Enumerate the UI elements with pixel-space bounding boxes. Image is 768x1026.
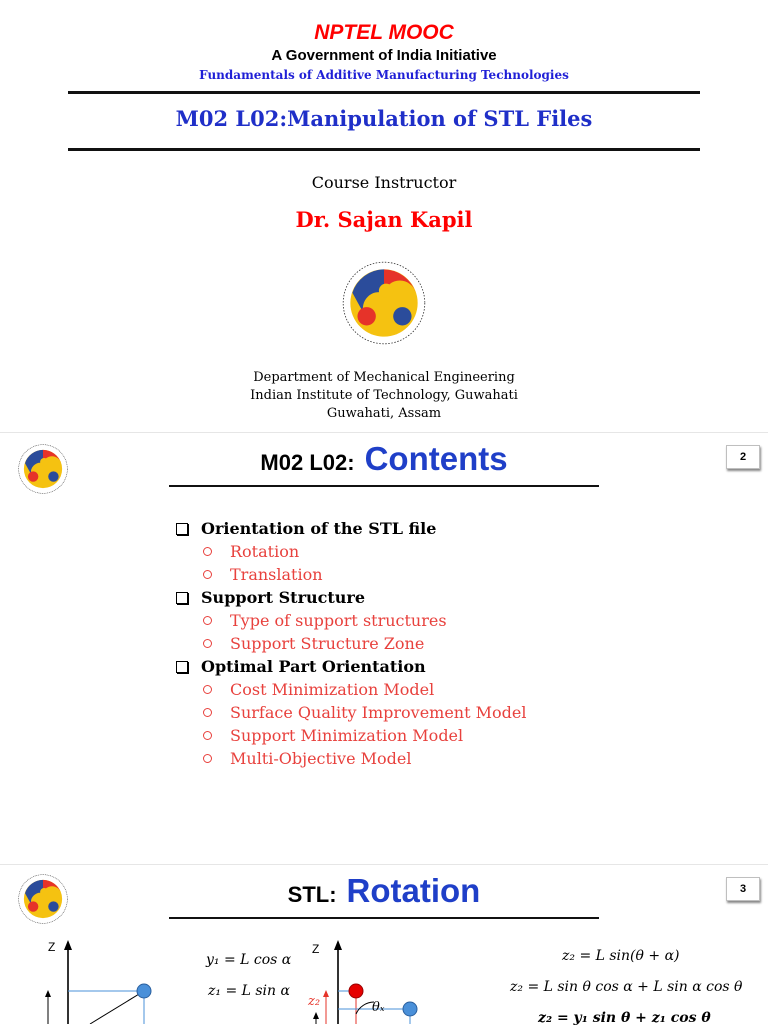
heading-prefix: STL: [287, 882, 337, 907]
department-block [0, 369, 768, 423]
rotation-figure [0, 934, 768, 1024]
checkbox-bullet-icon [176, 523, 188, 535]
circle-bullet-icon [203, 547, 212, 556]
circle-bullet-icon [203, 731, 212, 740]
slide-separator [0, 432, 768, 433]
slide-heading [0, 872, 768, 910]
axis-label-z: Z [48, 940, 56, 954]
instructor-label: Course Instructor [311, 173, 457, 192]
iitg-logo-icon [333, 252, 435, 354]
checkbox-bullet-icon [176, 592, 188, 604]
org-subtitle: A Government of India Initiative [271, 47, 497, 64]
page-number: 3 [726, 877, 760, 901]
circle-bullet-icon [203, 708, 212, 717]
contents-item-label: Multi-Objective Model [230, 749, 412, 768]
contents-item [176, 586, 526, 609]
contents-item [176, 517, 526, 540]
circle-bullet-icon [203, 639, 212, 648]
contents-slide [0, 432, 768, 864]
circle-bullet-icon [203, 685, 212, 694]
contents-item-label: Type of support structures [230, 611, 447, 630]
label-theta: θₓ [372, 1000, 385, 1015]
equation-z2-b: z₂ = L sin θ cos α + L sin α cos θ [510, 979, 743, 995]
equation-z2-a: z₂ = L sin(θ + α) [562, 948, 680, 964]
slide-heading [0, 440, 768, 478]
contents-item-label: Surface Quality Improvement Model [230, 703, 527, 722]
department-line: Department of Mechanical Engineering [253, 370, 515, 385]
instructor-name: Dr. Sajan Kapil [295, 207, 473, 232]
circle-bullet-icon [203, 754, 212, 763]
contents-list [176, 517, 526, 770]
contents-subitem [176, 701, 526, 724]
heading-prefix: M02 L02: [260, 450, 355, 475]
heading-rule [169, 917, 599, 919]
contents-subitem [176, 724, 526, 747]
contents-subitem [176, 678, 526, 701]
circle-bullet-icon [203, 616, 212, 625]
contents-item-label: Orientation of the STL file [201, 519, 437, 538]
heading-rule [169, 485, 599, 487]
label-z2: z₂ [308, 994, 321, 1009]
slide-header [0, 20, 768, 84]
page-number: 2 [726, 445, 760, 469]
contents-item-label: Translation [230, 565, 323, 584]
rotation-diagram-middle [300, 934, 440, 1024]
slide-separator [0, 864, 768, 865]
contents-subitem [176, 540, 526, 563]
location-line: Guwahati, Assam [326, 406, 442, 421]
contents-item-label: Rotation [230, 542, 300, 561]
contents-subitem [176, 747, 526, 770]
equation-y1: y₁ = L cos α [206, 952, 292, 968]
rotation-slide [0, 864, 768, 1024]
divider-bottom [68, 148, 700, 151]
checkbox-bullet-icon [176, 661, 188, 673]
course-name: Fundamentals of Additive Manufacturing Technologies [199, 68, 569, 82]
divider-top [68, 91, 700, 94]
contents-item-label: Optimal Part Orientation [201, 657, 426, 676]
institute-line: Indian Institute of Technology, Guwahati [250, 388, 518, 403]
circle-bullet-icon [203, 570, 212, 579]
lecture-title: M02 L02:Manipulation of STL Files [175, 106, 593, 131]
heading-main: Contents [364, 440, 508, 477]
contents-item [176, 655, 526, 678]
contents-item-label: Cost Minimization Model [230, 680, 435, 699]
contents-item-label: Support Minimization Model [230, 726, 464, 745]
heading-main: Rotation [346, 872, 481, 909]
contents-subitem [176, 563, 526, 586]
title-slide [0, 0, 768, 432]
contents-subitem [176, 632, 526, 655]
equation-z2-c: z₂ = y₁ sin θ + z₁ cos θ [538, 1010, 711, 1026]
axis-label-z2: Z [312, 942, 320, 956]
equation-z1: z₁ = L sin α [208, 983, 290, 999]
contents-subitem [176, 609, 526, 632]
contents-item-label: Support Structure Zone [230, 634, 425, 653]
contents-item-label: Support Structure [201, 588, 366, 607]
org-title: NPTEL MOOC [314, 21, 454, 44]
